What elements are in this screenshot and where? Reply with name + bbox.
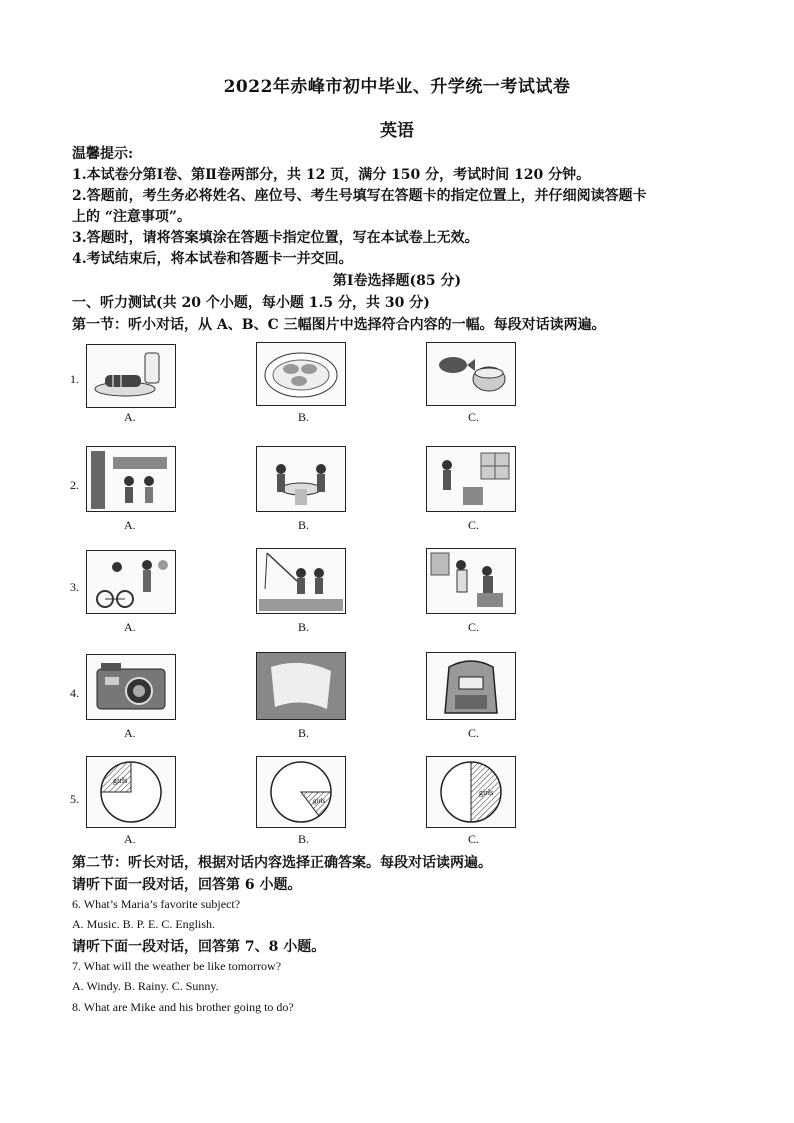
question-number: 4. xyxy=(70,686,79,700)
instructions xyxy=(72,144,732,270)
option-label-c: C. xyxy=(468,518,480,532)
instruction-item: 2.答题前，考生务必将姓名、座位号、考生号填写在答题卡的指定位置上，并仔细阅读答题卡 xyxy=(72,188,647,204)
instruction-item: 上的 “注意事项”。 xyxy=(72,209,191,225)
question-number: 5. xyxy=(70,792,79,806)
bread-milk-icon[interactable] xyxy=(86,344,176,408)
pie-label: girls xyxy=(113,776,128,785)
fish-rice-icon[interactable] xyxy=(426,342,516,406)
question-number: 3. xyxy=(70,580,79,594)
option-label-b: B. xyxy=(298,726,310,740)
instruction-item: 4.考试结束后，将本试卷和答题卡一并交回。 xyxy=(72,251,353,267)
shop-door-icon[interactable] xyxy=(86,446,176,512)
option-label-a: A. xyxy=(124,620,136,634)
question-7-options[interactable]: A. Windy. B. Rainy. C. Sunny. xyxy=(72,979,219,993)
scarf-icon[interactable] xyxy=(256,652,346,720)
option-label-b: B. xyxy=(298,620,310,634)
exam-title: 2022年赤峰市初中毕业、升学统一考试试卷 xyxy=(223,77,571,97)
question-row-4 xyxy=(70,652,550,742)
question-row-5 xyxy=(70,756,550,846)
instructions-heading: 温馨提示: xyxy=(72,146,134,162)
exam-subject: 英语 xyxy=(380,121,414,141)
question-6: 6. What’s Maria’s favorite subject? xyxy=(72,897,241,911)
listening-prompt: 请听下面一段对话，回答第 7、8 小题。 xyxy=(72,939,326,955)
pie-quarter-icon[interactable] xyxy=(86,756,176,828)
option-label-b: B. xyxy=(298,832,310,846)
option-label-c: C. xyxy=(468,410,480,424)
kids-bike-icon[interactable] xyxy=(86,550,176,614)
camera-icon[interactable] xyxy=(86,654,176,720)
doctor-patient-icon[interactable] xyxy=(426,548,516,614)
fishing-icon[interactable] xyxy=(256,548,346,614)
question-row-1 xyxy=(70,340,550,430)
question-7: 7. What will the weather be like tomorrow? xyxy=(72,959,282,973)
question-row-2 xyxy=(70,446,550,536)
backpack-icon[interactable] xyxy=(426,652,516,720)
instruction-item: 1.本试卷分第Ⅰ卷、第Ⅱ卷两部分，共 12 页，满分 150 分，考试时间 120 分钟。 xyxy=(72,167,591,183)
question-number: 1. xyxy=(70,372,79,386)
option-label-a: A. xyxy=(124,518,136,532)
sub-section-heading: 第一节：听小对话，从 A、B、C 三幅图片中选择符合内容的一幅。每段对话读两遍。 xyxy=(72,317,606,333)
pie-label: girls xyxy=(313,797,326,805)
option-label-c: C. xyxy=(468,620,480,634)
option-label-a: A. xyxy=(124,726,136,740)
section-2-heading: 第二节：听长对话，根据对话内容选择正确答案。每段对话读两遍。 xyxy=(72,855,492,871)
option-label-a: A. xyxy=(124,832,136,846)
pie-small-slice-icon[interactable] xyxy=(256,756,346,828)
listening-prompt: 请听下面一段对话，回答第 6 小题。 xyxy=(72,877,302,893)
question-row-3 xyxy=(70,548,550,638)
pie-label: girls xyxy=(479,788,494,797)
pie-half-icon[interactable] xyxy=(426,756,516,828)
question-6-options[interactable]: A. Music. B. P. E. C. English. xyxy=(72,917,216,931)
dumplings-icon[interactable] xyxy=(256,342,346,406)
instruction-item: 3.答题时，请将答案填涂在答题卡指定位置，写在本试卷上无效。 xyxy=(72,230,479,246)
question-8: 8. What are Mike and his brother going to do? xyxy=(72,1000,294,1014)
option-label-c: C. xyxy=(468,726,480,740)
restaurant-table-icon[interactable] xyxy=(256,446,346,512)
option-label-a: A. xyxy=(124,410,136,424)
option-label-b: B. xyxy=(298,410,310,424)
cafe-counter-icon[interactable] xyxy=(426,446,516,512)
section-heading: 一、听力测试(共 20 个小题，每小题 1.5 分，共 30 分) xyxy=(72,295,430,311)
question-number: 2. xyxy=(70,478,79,492)
option-label-b: B. xyxy=(298,518,310,532)
option-label-c: C. xyxy=(468,832,480,846)
part-title: 第Ⅰ卷选择题(85 分) xyxy=(332,273,462,289)
